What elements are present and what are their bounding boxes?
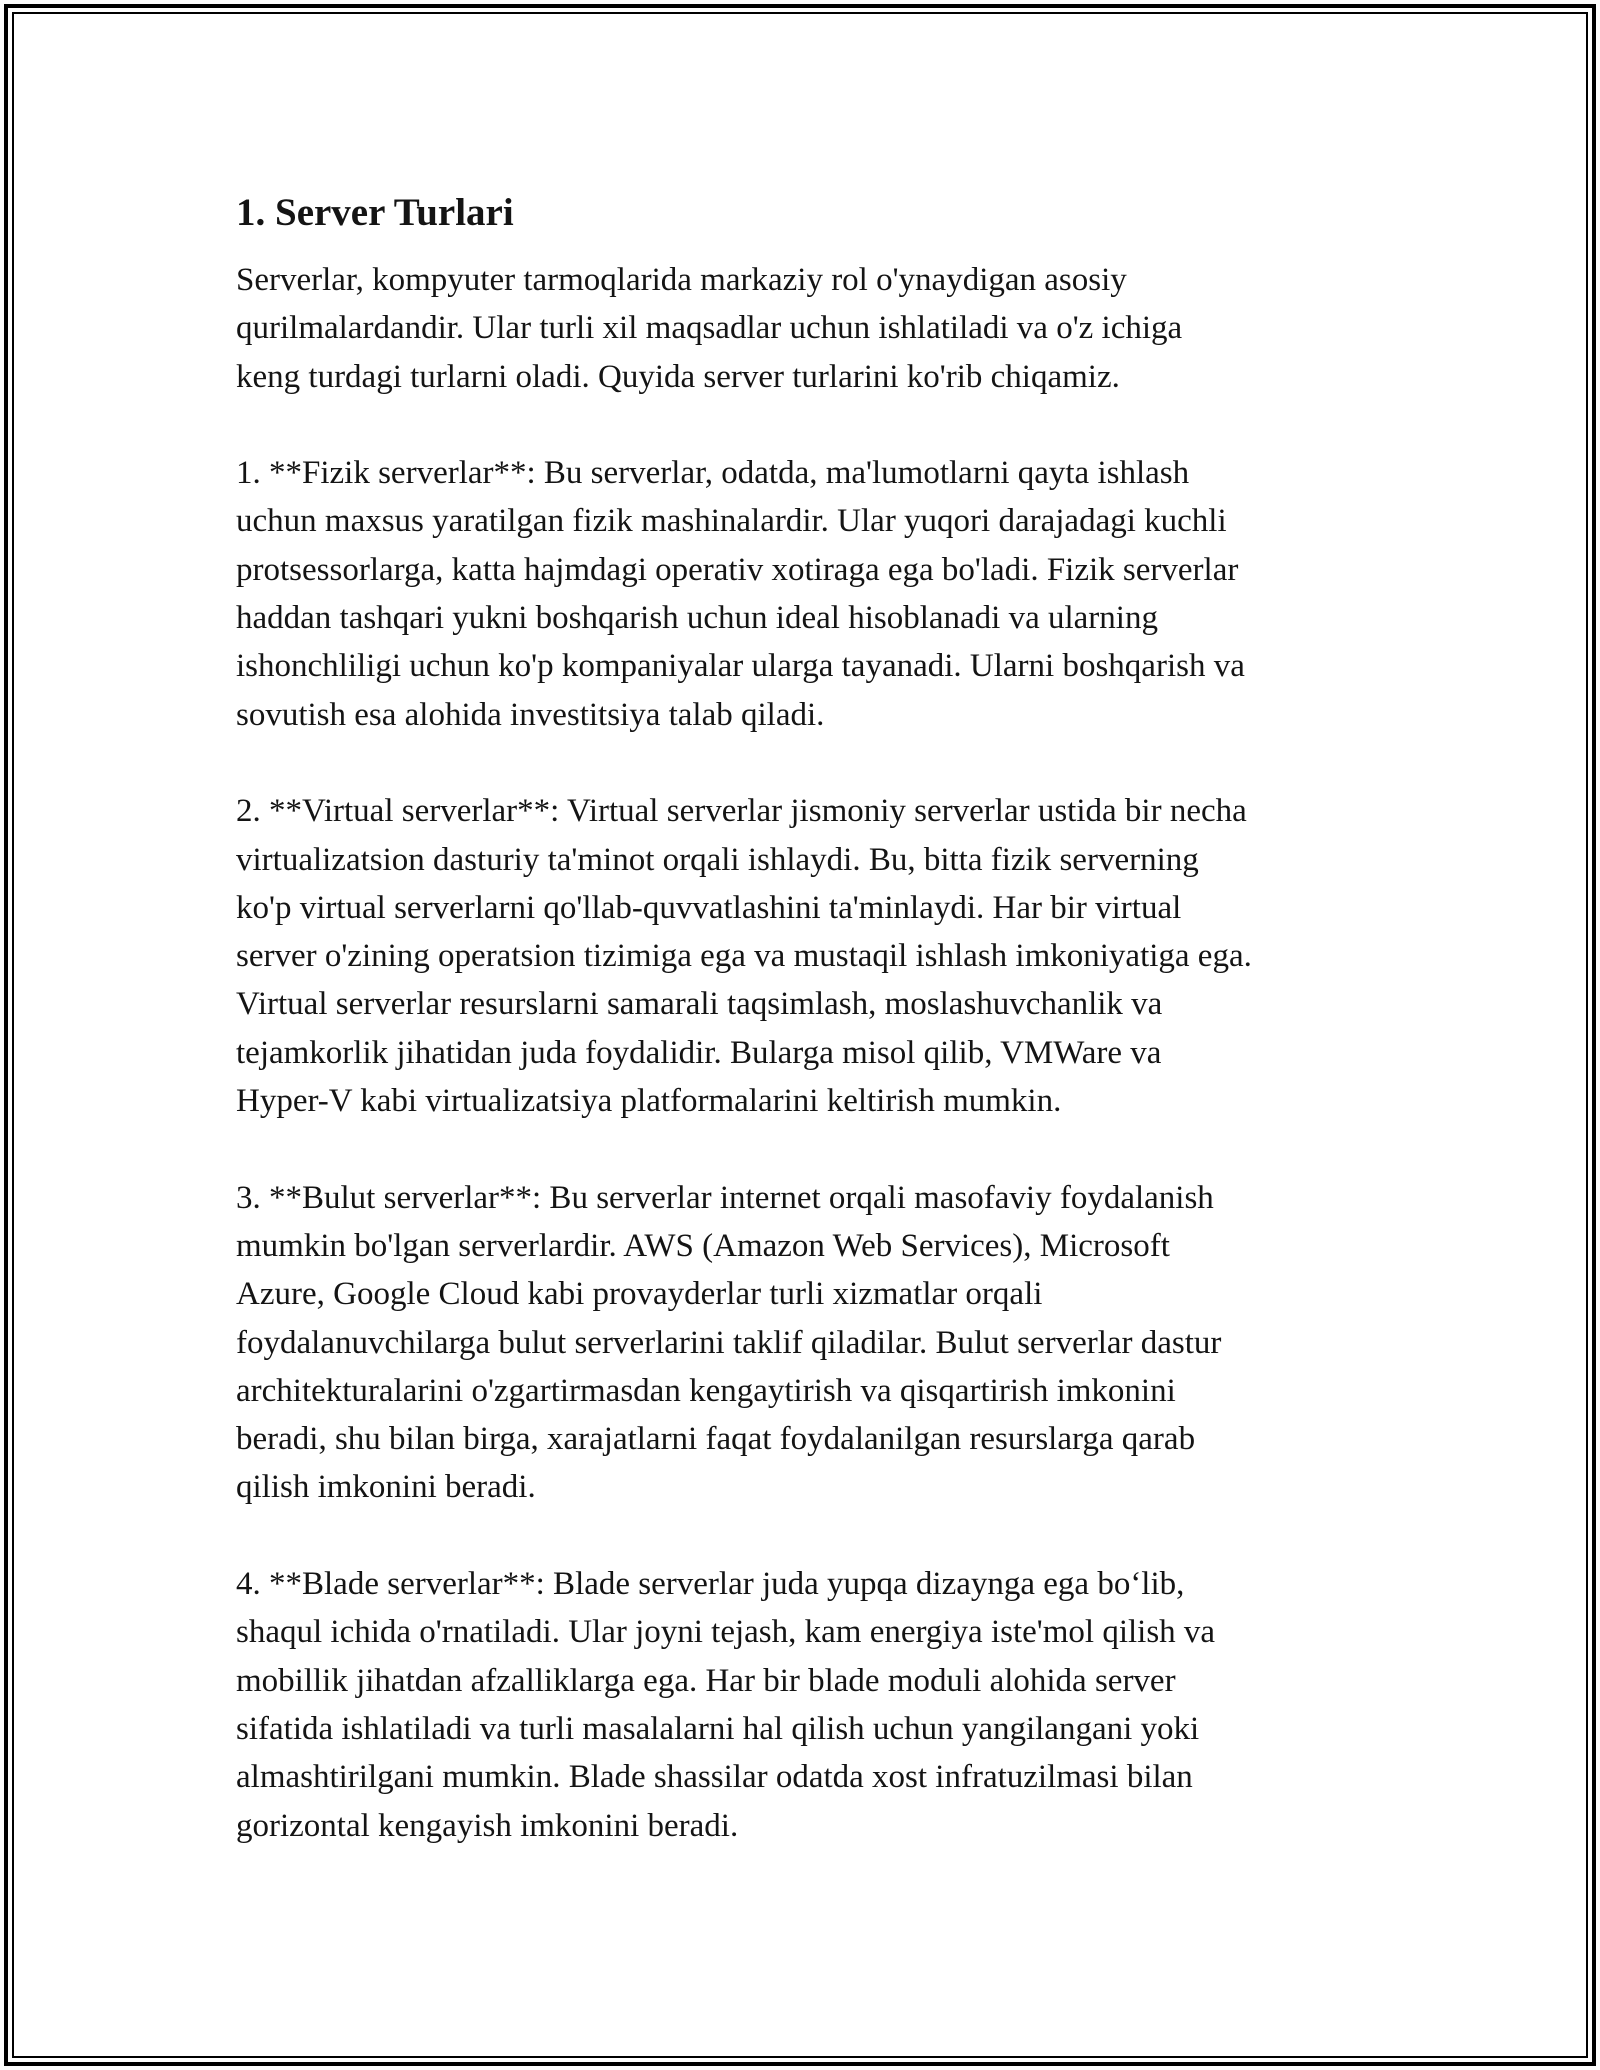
server-type-cloud: 3. **Bulut serverlar**: Bu serverlar internet orqali masofaviy foydalanish mumkin bo'lgan serverlardir. AWS (Amazon Web Services), Microsoft Azure, Google Cloud kabi provayderlar turli xizmatlar orqali foydalanuvchilarga bulut serverlarini taklif qiladilar. Bulut serverlar dastur architekturalarini o'zgartirmasdan kengaytirish va qisqartirish imkonini beradi, shu bilan birga, xarajatlarni faqat foydalanilgan resurslarga qarab qilish imkonini beradi. [236,1179,1222,1506]
document-body [236,185,1371,1850]
server-type-blade: 4. **Blade serverlar**: Blade serverlar juda yupqa dizaynga ega bo‘lib, shaqul ichida o'rnatiladi. Ular joyni tejash, kam energiya iste'mol qilish va mobillik jihatdan afzalliklarga ega. Har bir blade moduli alohida server sifatida ishlatiladi va turli masalalarni hal qilish uchun yangilangani yoki almashtirilgani mumkin. Blade shassilar odatda xost infratuzilmasi bilan gorizontal kengayish imkonini beradi. [236,1566,1216,1844]
document-title: 1. Server Turlari [236,191,514,234]
server-type-physical: 1. **Fizik serverlar**: Bu serverlar, odatda, ma'lumotlarni qayta ishlash uchun maxsus yaratilgan fizik mashinalardir. Ular yuqori darajadagi kuchli protsessorlarga, katta hajmdagi operativ xotiraga ega bo'ladi. Fizik serverlar haddan tashqari yukni boshqarish uchun ideal hisoblanadi va ularning ishonchliligi uchun ko'p kompaniyalar ularga tayanadi. Ularni boshqarish va sovutish esa alohida investitsiya talab qiladi. [236,455,1245,733]
intro-paragraph: Serverlar, kompyuter tarmoqlarida markaziy rol o'ynaydigan asosiy qurilmalardandir. Ular turli xil maqsadlar uchun ishlatiladi va o'z ichiga keng turdagi turlarni oladi. Quyida server turlarini ko'rib chiqamiz. [236,262,1183,395]
server-type-virtual: 2. **Virtual serverlar**: Virtual serverlar jismoniy serverlar ustida bir necha virtualizatsion dasturiy ta'minot orqali ishlaydi. Bu, bitta fizik serverning ko'p virtual serverlarni qo'llab-quvvatlashini ta'minlaydi. Har bir virtual server o'zining operatsion tizimiga ega va mustaqil ishlash imkoniyatiga ega. Virtual serverlar resurslarni samarali taqsimlash, moslashuvchanlik va tejamkorlik jihatidan juda foydalidir. Bularga misol qilib, VMWare va Hyper-V kabi virtualizatsiya platformalarini keltirish mumkin. [236,793,1252,1120]
